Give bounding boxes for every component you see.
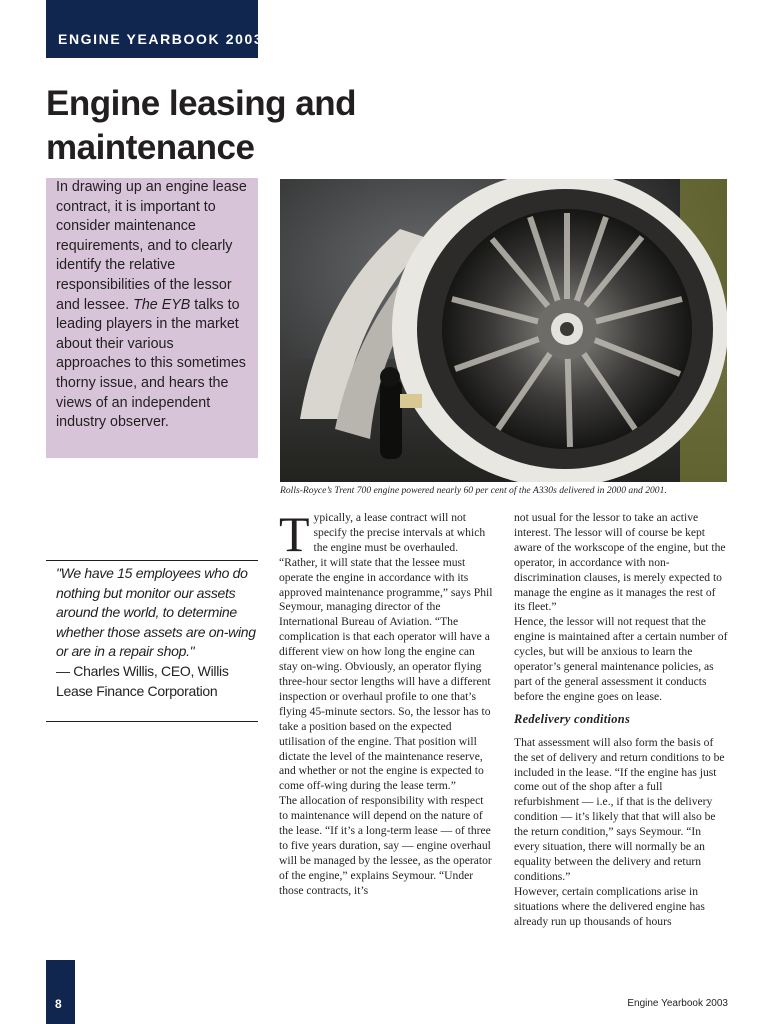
pull-quote [46, 560, 258, 722]
body-column-1 [279, 506, 494, 899]
pull-quote-text: "We have 15 employees who do nothing but monitor our assets around the world, to determine whether those assets are on-wing or are in a repair shop." [56, 565, 256, 660]
title-line-1: Engine leasing and [46, 84, 356, 123]
body-paragraph: not usual for the lessor to take an active interest. The lessor will of course be kept aware of the workscope of the engine, but the operator, in accordance with non-discrimination clauses, is merely expected to manage the engine as it manages the rest of its fleet.” [514, 511, 726, 614]
drop-cap: T [279, 506, 310, 562]
body-column-2 [514, 511, 729, 929]
footer-publication: Engine Yearbook 2003 [627, 998, 728, 1009]
header-banner [46, 0, 258, 58]
body-paragraph: The allocation of responsibility with respect to maintenance will depend on the nature of the lease. “If it’s a long-term lease — of three to five years duration, say — engine overhaul will be managed by the lessee, as the operator of the engine,” explains Seymour. “Under those contracts, it’s [279, 794, 492, 897]
engine-photo [280, 179, 727, 482]
pull-quote-attribution: — Charles Willis, CEO, Willis Lease Finance Corporation [56, 662, 229, 699]
body-paragraph: However, certain complications arise in situations where the delivered engine has already run up thousands of hours [514, 884, 705, 928]
intro-italic: The EYB [133, 296, 191, 313]
photo-caption: Rolls-Royce’s Trent 700 engine powered nearly 60 per cent of the A330s delivered in 2000 and 2001. [280, 485, 667, 496]
page-number: 8 [55, 997, 62, 1011]
intro-text: In drawing up an engine lease contract, it is important to consider maintenance requirements, and to clearly identify the relative responsibilities of the lessor and lessee. The EYB talks to leading players in the market about their various approaches to this sometimes thorny issue, and hears the views of an independent industry observer. [56, 179, 247, 431]
engine-illustration [280, 179, 727, 482]
body-paragraph: ypically, a lease contract will not specify the precise intervals at which the engine must be overhauled. “Rather, it will state that the lessee must operate the engine in accordance with its approved maintenance programme,” says Phil Seymour, managing director of the International Bureau of Aviation. “The complication is that each operator will have a different view on how long the engine can stay on-wing. Obviously, an operator flying three-hour sector lengths will have a different inspection or overhaul profile to one that’s flying 45-minute sectors. So, the lessor has to take a position based on the expected utilisation of the engine. That position will dictate the level of the maintenance reserve, and whether or not the engine is expected to come off-wing during the lease term.” [279, 511, 493, 793]
header-label: ENGINE YEARBOOK 2003 [58, 31, 264, 47]
article-title [46, 82, 446, 170]
intro-box [46, 178, 258, 458]
section-subhead: Redelivery conditions [514, 711, 631, 726]
title-line-2: maintenance [46, 128, 255, 167]
body-paragraph: That assessment will also form the basis of the set of delivery and return conditions to be included in the lease. “If the engine has just come out of the shop after a full refurbishment — i.e., if that is the delivery condition — it’s likely that that will also be the return condition,” says Seymour. “In every situation, there will normally be an equality between the delivery and return conditions.” [514, 735, 725, 883]
page-number-tab [46, 960, 75, 1024]
body-paragraph: Hence, the lessor will not request that the engine is maintained after a certain number of cycles, but will be anxious to learn the operator’s general maintenance policies, as part of the general assessment it conducts before the engine goes on lease. [514, 615, 728, 703]
